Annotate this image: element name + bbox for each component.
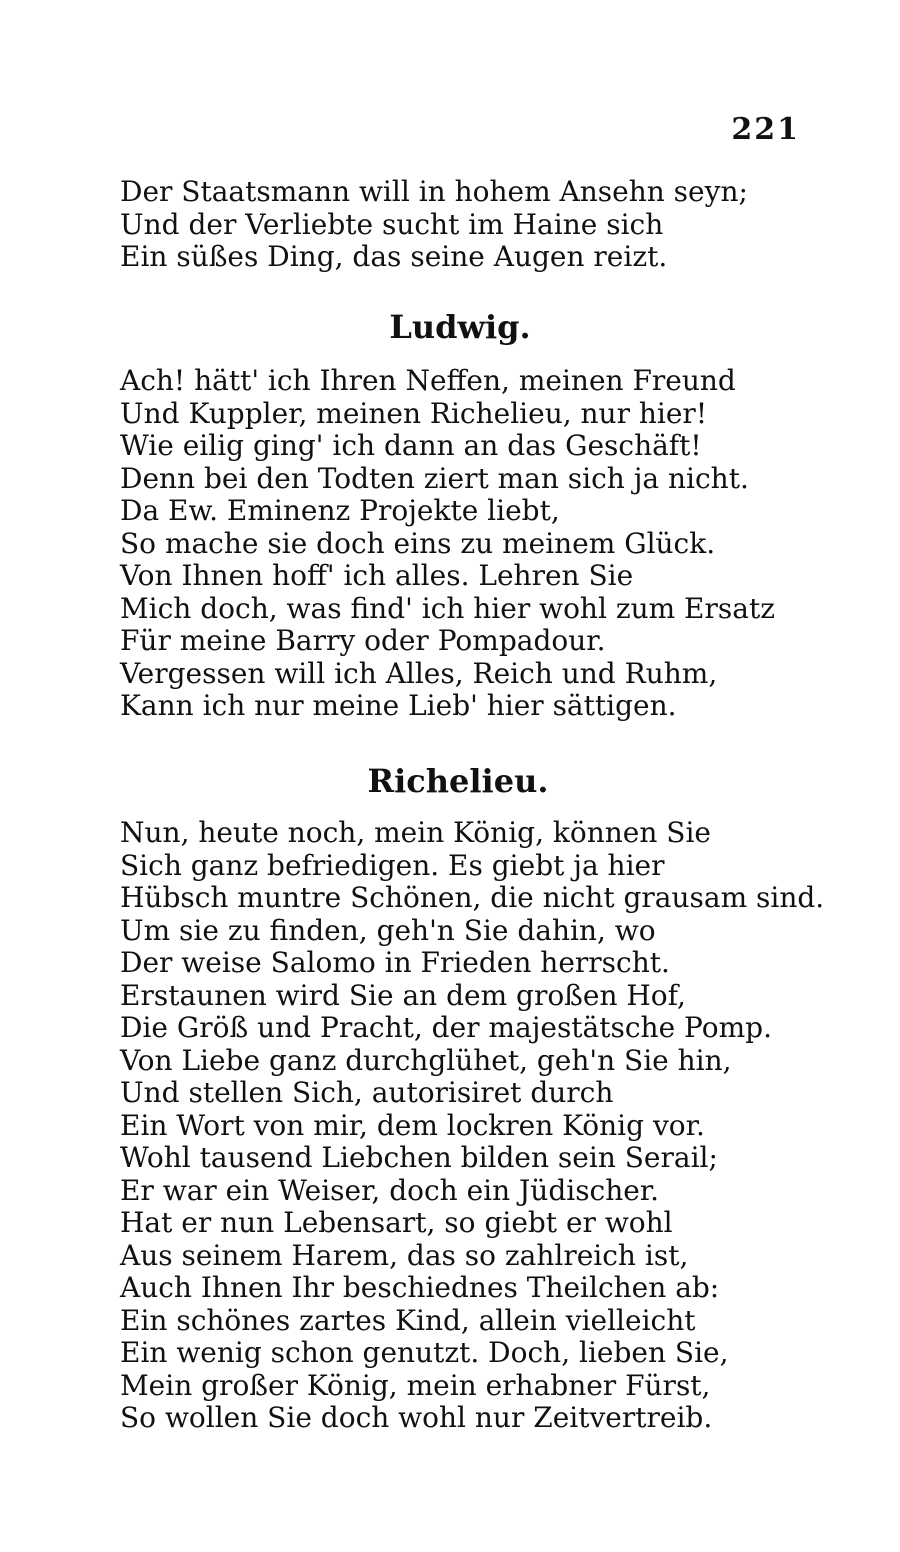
verse-line: Er war ein Weiser, doch ein Jüdischer.	[120, 1173, 660, 1207]
verse-line: Aus seinem Harem, das so zahlreich ist,	[120, 1238, 689, 1272]
verse-line: Kann ich nur meine Lieb' hier sättigen.	[120, 689, 677, 722]
verse-line: Ein schönes zartes Kind, allein vielleicht	[120, 1303, 696, 1337]
verse-line: Denn bei den Todten ziert man sich ja nicht.	[120, 461, 749, 495]
verse-line: Von Liebe ganz durchglühet, geh'n Sie hin,	[120, 1043, 732, 1077]
speaker-heading-ludwig: Ludwig.	[389, 308, 531, 346]
verse-line: Mich doch, was find' ich hier wohl zum Ersatz	[120, 591, 775, 625]
verse-line: Ein wenig schon genutzt. Doch, lieben Sie,	[120, 1336, 729, 1369]
verse-line: Mein großer König, mein erhabner Fürst,	[120, 1368, 711, 1402]
page-number: 221	[731, 112, 800, 147]
verse-line: So mache sie doch eins zu meinem Glück.	[120, 526, 716, 560]
verse-line: Die Größ und Pracht, der majestätsche Pomp.	[120, 1011, 772, 1044]
verse-line: Da Ew. Eminenz Projekte liebt,	[120, 494, 560, 527]
verse-line: Und der Verliebte sucht im Haine sich	[120, 207, 664, 241]
verse-line: Hübsch muntre Schönen, die nicht grausam sind.	[120, 881, 825, 914]
verse-line: Erstaunen wird Sie an dem großen Hof,	[120, 978, 686, 1012]
verse-line: Wie eilig ging' ich dann an das Geschäft!	[120, 429, 702, 462]
speaker-heading-richelieu: Richelieu.	[367, 762, 549, 800]
intro-verse	[120, 176, 760, 274]
verse-line: Wohl tausend Liebchen bilden sein Serail;	[120, 1141, 718, 1174]
verse-line: Und Kuppler, meinen Richelieu, nur hier!	[120, 396, 708, 430]
verse-line: Ein Wort von mir, dem lockren König vor.	[120, 1108, 705, 1142]
verse-line: Und stellen Sich, autorisiret durch	[120, 1076, 614, 1109]
verse-line: Nun, heute noch, mein König, können Sie	[120, 816, 711, 849]
verse-line: Vergessen will ich Alles, Reich und Ruhm,	[120, 656, 718, 690]
verse-line: Auch Ihnen Ihr beschiednes Theilchen ab:	[120, 1271, 720, 1304]
verse-line: Sich ganz befriedigen. Es giebt ja hier	[120, 848, 665, 882]
speech-ludwig	[120, 364, 775, 723]
verse-line: Der weise Salomo in Frieden herrscht.	[120, 946, 670, 979]
verse-line: So wollen Sie doch wohl nur Zeitvertreib.	[120, 1401, 713, 1434]
verse-line: Ein süßes Ding, das seine Augen reizt.	[120, 240, 668, 273]
verse-line: Von Ihnen hoff' ich alles. Lehren Sie	[120, 559, 634, 592]
speech-richelieu	[120, 816, 825, 1435]
verse-line: Hat er nun Lebensart, so giebt er wohl	[120, 1206, 673, 1239]
verse-line: Für meine Barry oder Pompadour.	[120, 624, 606, 657]
verse-line: Der Staatsmann will in hohem Ansehn seyn;	[120, 175, 748, 208]
verse-line: Ach! hätt' ich Ihren Neffen, meinen Freund	[120, 364, 736, 397]
verse-line: Um sie zu finden, geh'n Sie dahin, wo	[120, 913, 656, 947]
